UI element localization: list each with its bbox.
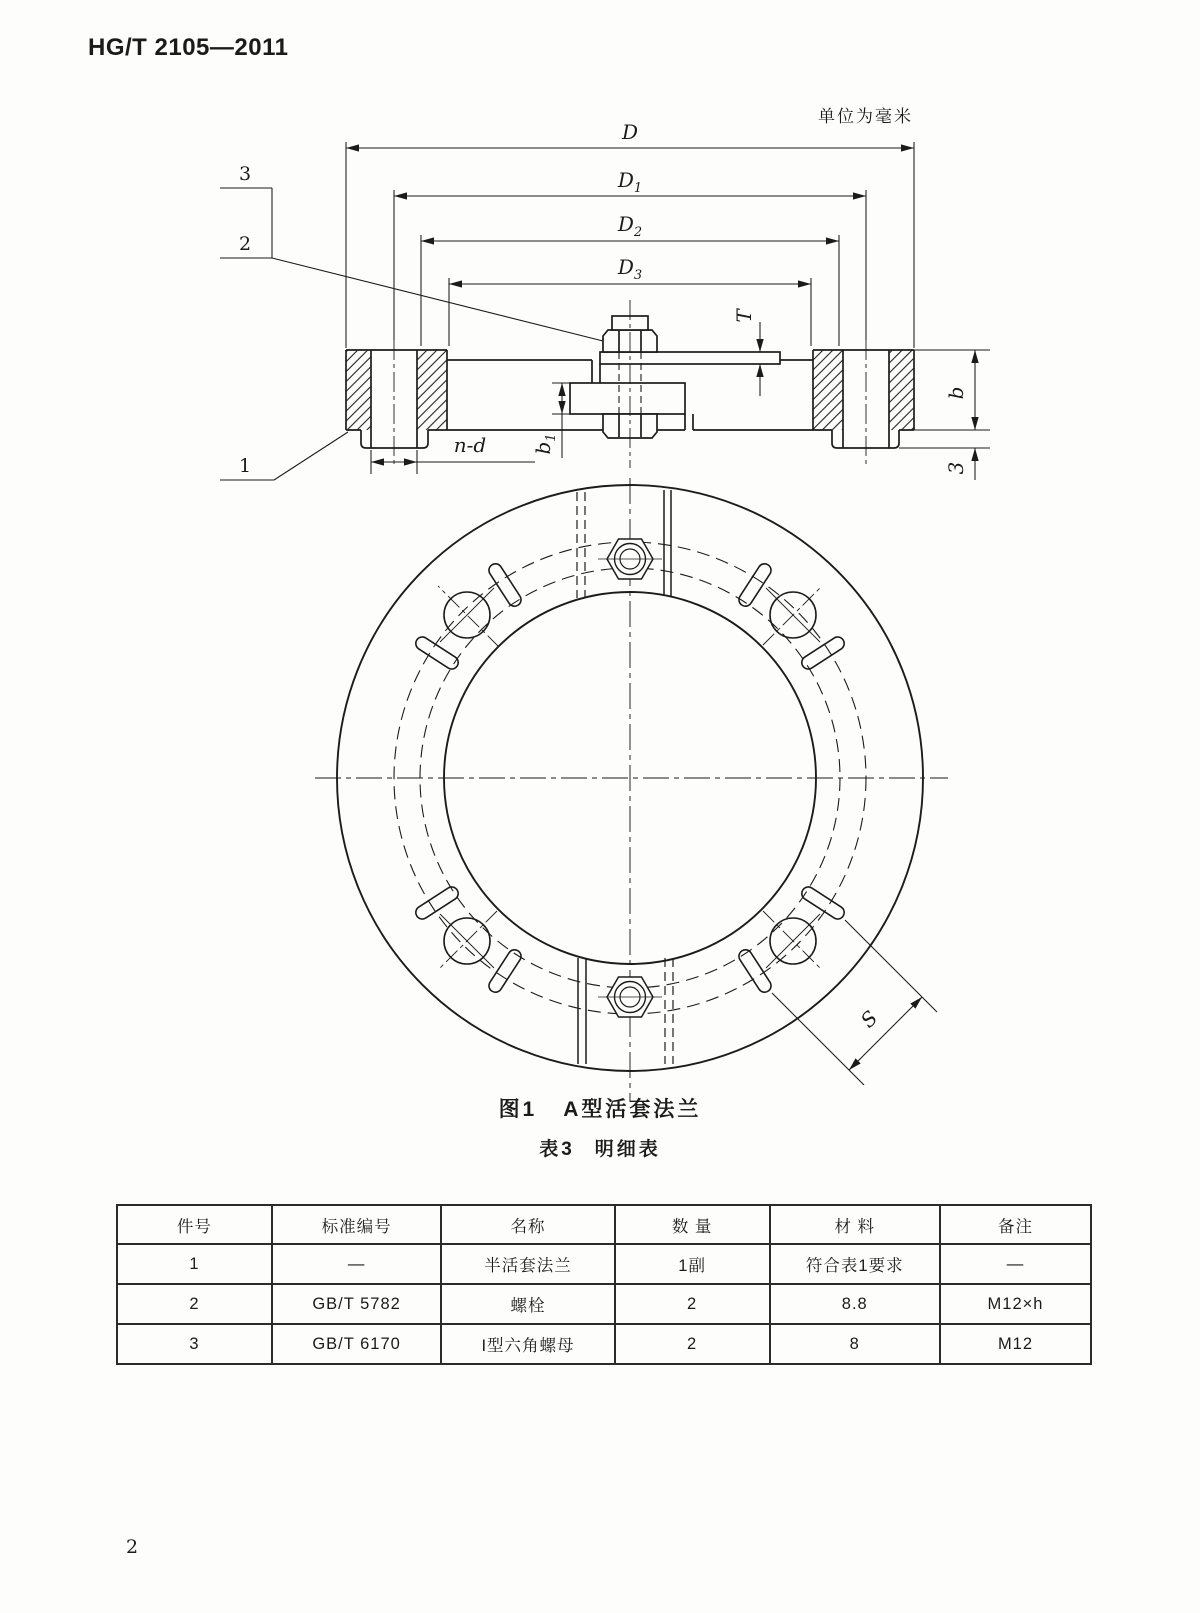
hatch-left-inner xyxy=(417,350,447,430)
dim-label-3: 3 xyxy=(944,461,968,475)
hole-radial-centerline xyxy=(763,911,822,970)
col-header-name: 名称 xyxy=(441,1205,614,1244)
cell-quantity: 2 xyxy=(615,1284,770,1324)
slot xyxy=(736,561,773,608)
bolt-hole-lower-right xyxy=(736,884,846,994)
slot xyxy=(413,884,460,921)
dim-label-S: S xyxy=(855,1005,883,1033)
cell-item-no: 3 xyxy=(117,1324,272,1364)
cell-name: I型六角螺母 xyxy=(441,1324,614,1364)
joint-slot-left xyxy=(592,360,600,383)
hole-radial-centerline xyxy=(438,911,497,970)
table-name: 明细表 xyxy=(594,1139,661,1160)
ext-S-2 xyxy=(772,993,864,1085)
dim-label-D1: $D_1$ xyxy=(617,168,643,196)
cell-standard-no: GB/T 6170 xyxy=(272,1324,441,1364)
cell-item-no: 2 xyxy=(117,1284,272,1324)
cell-material: 符合表1要求 xyxy=(770,1244,940,1284)
dimline-S xyxy=(849,997,922,1070)
plan-view xyxy=(315,478,948,1102)
cell-remarks: — xyxy=(940,1244,1091,1284)
cell-quantity: 2 xyxy=(615,1324,770,1364)
dim-label-D3: $D_3$ xyxy=(617,255,643,283)
col-header-remarks: 备注 xyxy=(940,1205,1091,1244)
cell-name: 半活套法兰 xyxy=(441,1244,614,1284)
page-number: 2 xyxy=(126,1536,139,1558)
cell-standard-no: GB/T 5782 xyxy=(272,1284,441,1324)
dim-label-D2: $D_2$ xyxy=(617,212,643,240)
hatch-right-inner xyxy=(813,350,843,430)
bolt-hole-upper-right xyxy=(736,561,846,671)
dim-label-D: D xyxy=(621,120,639,144)
parts-table xyxy=(116,1204,1092,1365)
col-header-standard-no: 标准编号 xyxy=(272,1205,441,1244)
bolt-hole-lower-left xyxy=(413,884,523,994)
joint-slot-right xyxy=(685,414,693,430)
dim-label-T: T xyxy=(732,309,756,323)
cell-standard-no: — xyxy=(272,1244,441,1284)
upper-lug xyxy=(600,352,780,364)
table-label: 表3 xyxy=(539,1139,575,1160)
bottom-right xyxy=(693,430,914,448)
slot xyxy=(736,947,773,994)
figure-caption xyxy=(0,1093,1200,1123)
table-header-row xyxy=(117,1205,1091,1244)
table-row xyxy=(117,1284,1091,1324)
lower-lug xyxy=(570,383,685,414)
dim-label-nd: n-d xyxy=(453,433,487,457)
cell-material: 8 xyxy=(770,1324,940,1364)
split-bottom-visible xyxy=(578,958,586,1064)
slot xyxy=(799,634,846,671)
hatch-left-outer xyxy=(346,350,371,430)
slot xyxy=(413,634,460,671)
leader-callout-2 xyxy=(220,258,603,341)
slot xyxy=(486,561,523,608)
col-header-material: 材 料 xyxy=(770,1205,940,1244)
top-nut xyxy=(598,539,662,579)
cell-quantity: 1副 xyxy=(615,1244,770,1284)
ext-S-1 xyxy=(845,920,937,1012)
cell-remarks: M12 xyxy=(940,1324,1091,1364)
unit-note: 单位为毫米 xyxy=(818,107,913,126)
callout-1: 1 xyxy=(238,455,252,477)
slot xyxy=(799,884,846,921)
bottom-nut xyxy=(598,977,662,1017)
hole-radial-centerline xyxy=(763,586,822,645)
split-top-hidden xyxy=(577,492,585,598)
bolt-hole-upper-left xyxy=(413,561,523,671)
hatch-right-outer xyxy=(889,350,914,430)
figure-label: 图1 xyxy=(498,1098,538,1121)
section-view xyxy=(220,120,990,480)
table-title xyxy=(0,1134,1200,1161)
cell-material: 8.8 xyxy=(770,1284,940,1324)
slot xyxy=(486,947,523,994)
cell-remarks: M12×h xyxy=(940,1284,1091,1324)
table-row xyxy=(117,1244,1091,1284)
col-header-item-no: 件号 xyxy=(117,1205,272,1244)
standard-code: HG/T 2105—2011 xyxy=(88,34,289,61)
col-header-quantity: 数 量 xyxy=(615,1205,770,1244)
dim-label-b: b xyxy=(944,386,968,400)
dim-label-b1: $b_1$ xyxy=(531,433,559,455)
split-top-visible xyxy=(664,490,671,596)
table-row xyxy=(117,1324,1091,1364)
callout-2: 2 xyxy=(238,233,252,255)
cell-item-no: 1 xyxy=(117,1244,272,1284)
figure-title: A型活套法兰 xyxy=(563,1098,702,1121)
callout-3: 3 xyxy=(238,163,252,185)
cell-name: 螺栓 xyxy=(441,1284,614,1324)
